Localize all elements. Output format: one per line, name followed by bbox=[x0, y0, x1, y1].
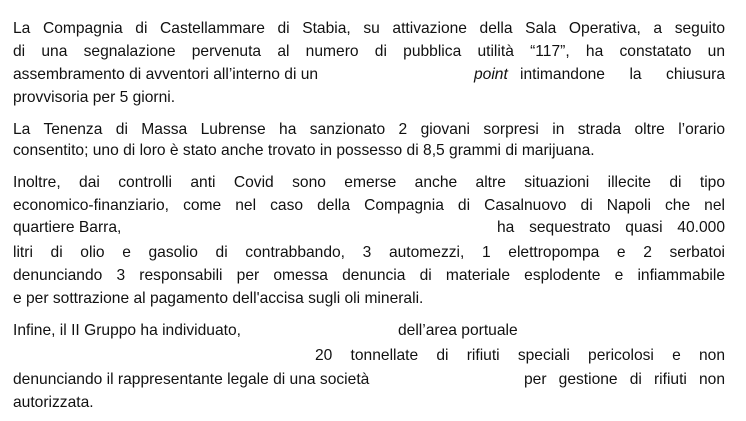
p3-line-4: litri di olio e gasolio di contrabbando, 3 automezzi, 1 elettropompa e 2 serbatoi bbox=[13, 244, 725, 261]
p3-line-3-start: quartiere Barra, bbox=[13, 219, 122, 236]
p1-line-4: provvisoria per 5 giorni. bbox=[13, 89, 176, 106]
p3-line-6: e per sottrazione al pagamento dell'accisa sugli oli minerali. bbox=[13, 290, 424, 307]
p1-line-2: di una segnalazione pervenuta al numero di pubblica utilità “117”, ha constatato un bbox=[13, 43, 725, 60]
p4-line-4: autorizzata. bbox=[13, 394, 94, 411]
p1-line-3-end: intimandone la chiusura bbox=[520, 66, 725, 83]
p3-line-3-end: ha sequestrato quasi 40.000 bbox=[497, 219, 725, 236]
p4-line-3-end: per gestione di rifiuti non bbox=[524, 371, 725, 388]
p1-line-3-start: assembramento di avventori all’interno di un bbox=[13, 66, 319, 83]
p4-line-1 bbox=[0, 321, 746, 340]
p1-line-3-italic-point: point bbox=[474, 66, 508, 83]
p4-line-2 bbox=[0, 346, 746, 365]
p3-line-2: economico-finanziario, come nel caso della Compagnia di Casalnuovo di Napoli che nel bbox=[13, 197, 725, 214]
p1-line-1: La Compagnia di Castellammare di Stabia, su attivazione della Sala Operativa, a seguito bbox=[13, 20, 725, 37]
p3-line-5: denunciando 3 responsabili per omessa denuncia di materiale esplodente e infiammabile bbox=[13, 267, 725, 284]
p2-line-2: consentito; uno di loro è stato anche trovato in possesso di 8,5 grammi di marijuana. bbox=[13, 142, 595, 159]
p4-line-3-start: denunciando il rappresentante legale di una società bbox=[13, 371, 370, 388]
p4-line-1-end: dell’area portuale bbox=[398, 322, 518, 339]
p4-line-3 bbox=[0, 370, 746, 389]
p1-line-3 bbox=[0, 65, 746, 84]
p3-line-1: Inoltre, dai controlli anti Covid sono emerse anche altre situazioni illecite di tipo bbox=[13, 174, 725, 191]
p2-line-1: La Tenenza di Massa Lubrense ha sanzionato 2 giovani sorpresi in strada oltre l’orario bbox=[13, 121, 725, 138]
p4-line-2-text: 20 tonnellate di rifiuti speciali pericolosi e non bbox=[315, 347, 725, 364]
p3-line-3 bbox=[0, 218, 746, 237]
p4-line-1-start: Infine, il II Gruppo ha individuato, bbox=[13, 322, 241, 339]
